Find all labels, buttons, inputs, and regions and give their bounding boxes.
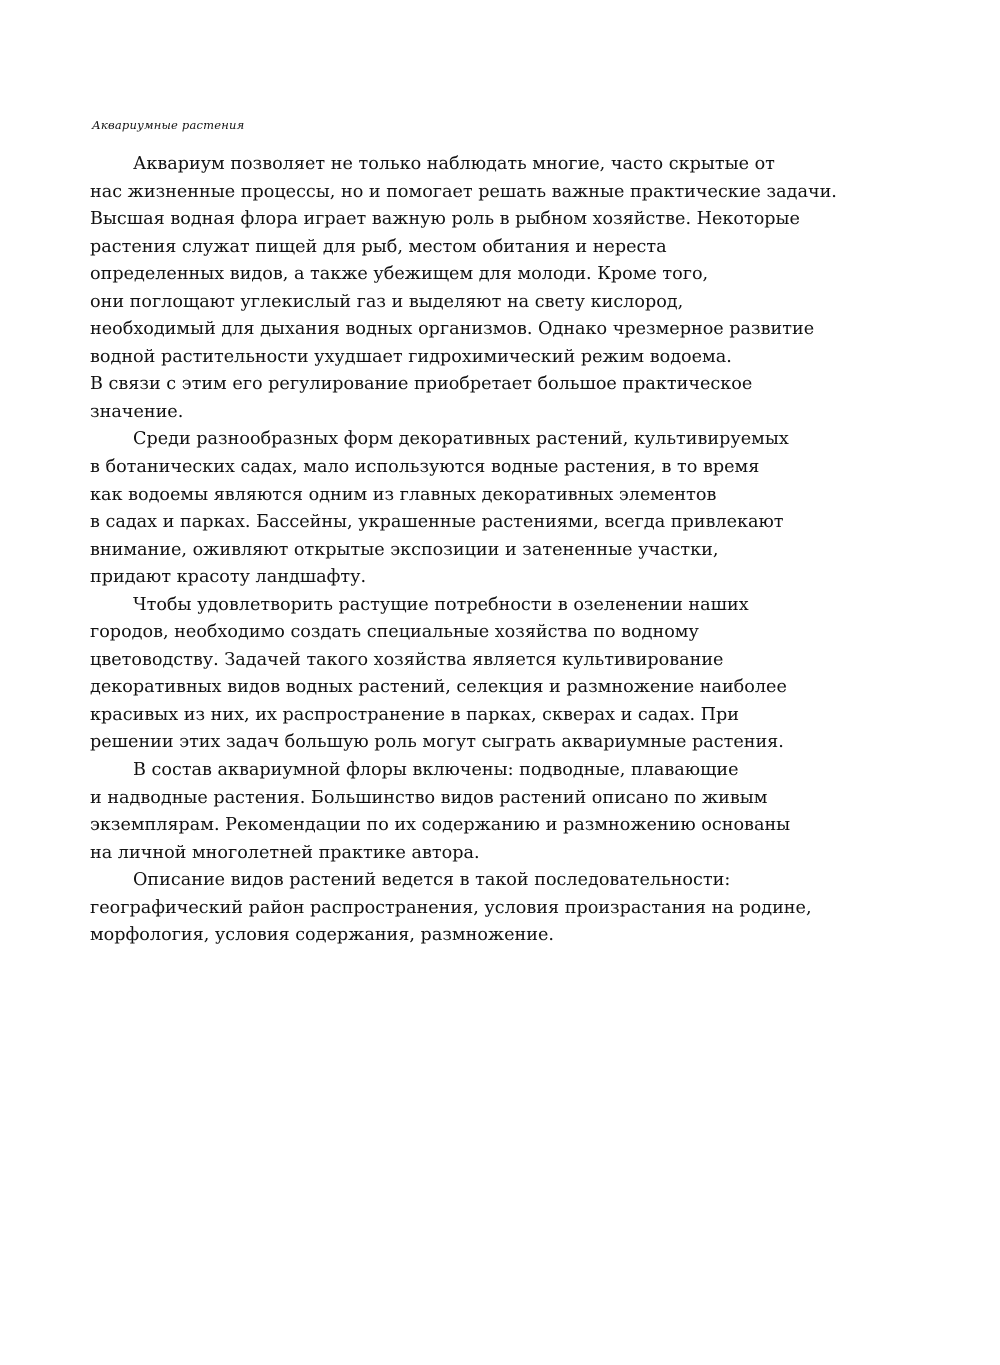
text-line: городов, необходимо создать специальные хозяйства по водному: [90, 622, 699, 643]
paragraph-1: [90, 151, 890, 426]
text-line: цветоводству. Задачей такого хозяйства является культивирование: [90, 649, 724, 670]
text-line: Аквариум позволяет не только наблюдать многие, часто скрытые от: [133, 154, 775, 174]
text-line: В состав аквариумной флоры включены: подводные, плавающие: [133, 760, 739, 781]
paragraph-2: [90, 426, 890, 591]
running-head: Аквариумные растения: [92, 118, 245, 132]
text-line: в ботанических садах, мало используются водные растения, в то время: [90, 457, 760, 478]
text-line: растения служат пищей для рыб, местом обитания и нереста: [90, 236, 667, 257]
text-line: определенных видов, а также убежищем для молоди. Кроме того,: [90, 264, 709, 285]
text-line: значение.: [90, 401, 184, 422]
text-line: Среди разнообразных форм декоративных растений, культивируемых: [133, 429, 789, 450]
text-line: нас жизненные процессы, но и помогает решать важные практические задачи.: [90, 181, 837, 202]
text-line: Чтобы удовлетворить растущие потребности в озеленении наших: [133, 594, 749, 615]
text-line: морфология, условия содержания, размножение.: [90, 925, 554, 946]
body-text: [90, 151, 890, 950]
text-line: Описание видов растений ведется в такой последовательности:: [133, 870, 731, 891]
text-line: они поглощают углекислый газ и выделяют на свету кислород,: [90, 291, 684, 312]
text-line: красивых из них, их распространение в парках, скверах и садах. При: [90, 704, 740, 725]
paragraph-3: [90, 592, 890, 757]
text-line: экземплярам. Рекомендации по их содержанию и размножению основаны: [90, 815, 791, 836]
text-line: и надводные растения. Большинство видов растений описано по живым: [90, 787, 768, 808]
text-line: необходимый для дыхания водных организмов. Однако чрезмерное развитие: [90, 319, 815, 340]
text-line: Высшая водная флора играет важную роль в рыбном хозяйстве. Некоторые: [90, 209, 800, 230]
text-line: как водоемы являются одним из главных декоративных элементов: [90, 484, 717, 505]
text-line: на личной многолетней практике автора.: [90, 842, 480, 863]
text-line: внимание, оживляют открытые экспозиции и затененные участки,: [90, 539, 719, 560]
paragraph-4: [90, 757, 890, 867]
text-line: В связи с этим его регулирование приобретает большое практическое: [90, 374, 753, 395]
text-line: в садах и парках. Бассейны, украшенные растениями, всегда привлекают: [90, 512, 784, 533]
text-line: географический район распространения, условия произрастания на родине,: [90, 897, 812, 918]
text-line: водной растительности ухудшает гидрохимический режим водоема.: [90, 346, 732, 367]
paragraph-5: [90, 867, 890, 950]
text-line: придают красоту ландшафту.: [90, 567, 367, 588]
text-line: декоративных видов водных растений, селекция и размножение наиболее: [90, 677, 787, 698]
text-line: решении этих задач большую роль могут сыграть аквариумные растения.: [90, 732, 784, 753]
